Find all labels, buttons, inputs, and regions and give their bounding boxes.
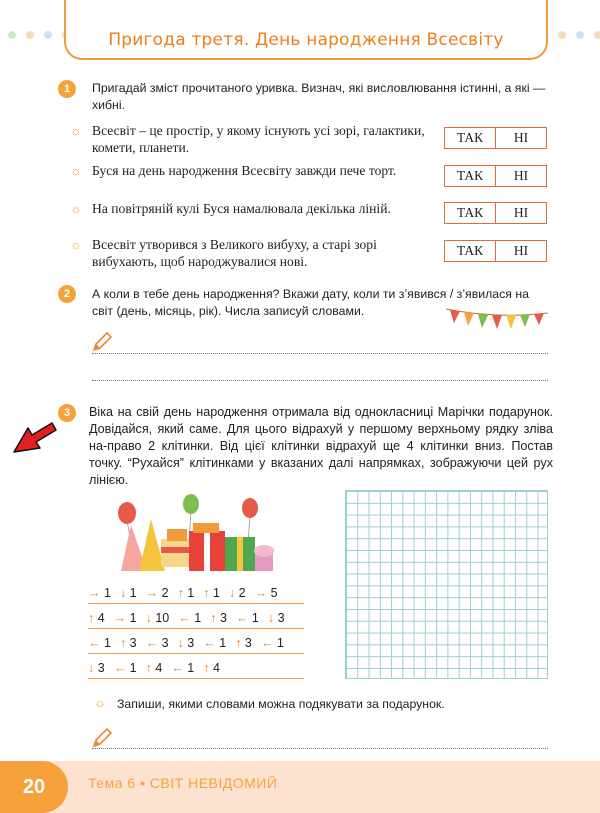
sun-bullet-icon: ☼ bbox=[70, 201, 82, 216]
birthday-gifts-illustration bbox=[103, 493, 281, 577]
direction-step bbox=[114, 661, 137, 675]
direction-step bbox=[120, 586, 137, 600]
sun-bullet-icon: ☼ bbox=[94, 695, 106, 710]
direction-arrow-icon: ↓ bbox=[119, 586, 127, 600]
statement-2 bbox=[70, 162, 432, 179]
direction-row bbox=[88, 658, 304, 678]
direction-arrow-icon: ↑ bbox=[119, 636, 127, 650]
statement-4-text: Всесвіт утворився з Великого вибуху, а старі зорі вибухають, щоб народжувалися нові. bbox=[92, 237, 377, 269]
direction-step bbox=[88, 611, 105, 625]
page-title-box bbox=[64, 0, 548, 60]
step-count: 4 bbox=[212, 661, 220, 675]
direction-arrow-icon: ↑ bbox=[145, 661, 152, 675]
direction-arrow-icon: ← bbox=[203, 636, 216, 650]
yes-option[interactable]: ТАК bbox=[445, 128, 496, 148]
step-count: 1 bbox=[212, 586, 220, 600]
statement-3-text: На повітряній кулі Буся намалювала декілька ліній. bbox=[92, 201, 391, 216]
step-count: 3 bbox=[161, 636, 169, 650]
task-1-number: 1 bbox=[58, 80, 76, 98]
sun-bullet-icon: ☼ bbox=[70, 123, 82, 138]
direction-arrow-icon: ↓ bbox=[267, 611, 275, 625]
step-count: 3 bbox=[219, 611, 227, 625]
direction-rule bbox=[88, 678, 304, 679]
direction-step bbox=[203, 586, 220, 600]
direction-arrow-icon: ↑ bbox=[88, 611, 95, 625]
direction-arrow-icon: ↑ bbox=[203, 661, 210, 675]
step-count: 1 bbox=[219, 636, 227, 650]
direction-step bbox=[146, 611, 170, 625]
direction-step bbox=[203, 661, 220, 675]
direction-arrow-icon: ← bbox=[260, 636, 274, 650]
direction-rule bbox=[88, 628, 304, 629]
step-count: 1 bbox=[103, 586, 111, 600]
direction-row bbox=[88, 583, 304, 603]
direction-arrow-icon: → bbox=[145, 586, 159, 600]
direction-row bbox=[88, 633, 304, 653]
answer-line-3[interactable] bbox=[92, 748, 548, 749]
direction-arrow-icon: ↓ bbox=[177, 636, 184, 650]
no-option[interactable]: НІ bbox=[513, 130, 529, 145]
direction-step bbox=[203, 636, 226, 650]
direction-step bbox=[178, 611, 201, 625]
statement-1-text: Всесвіт – це простір, у якому існують усі зорі, галактики, комети, планети. bbox=[92, 123, 425, 155]
direction-step bbox=[146, 636, 169, 650]
yes-option[interactable]: ТАК bbox=[445, 203, 496, 223]
direction-step bbox=[88, 661, 105, 675]
direction-arrow-icon: ← bbox=[145, 636, 159, 650]
pencil-icon bbox=[91, 331, 113, 353]
step-count: 3 bbox=[97, 661, 105, 675]
theme-label: Тема 6 • СВІТ НЕВІДОМИЙ bbox=[88, 775, 278, 791]
direction-step bbox=[255, 586, 278, 600]
direction-step bbox=[210, 611, 227, 625]
bunting-garland-icon bbox=[446, 305, 548, 337]
pencil-icon bbox=[91, 727, 113, 749]
drawing-grid[interactable] bbox=[345, 490, 548, 679]
step-count: 2 bbox=[238, 586, 246, 600]
no-option[interactable]: НІ bbox=[513, 243, 529, 258]
step-count: 1 bbox=[103, 636, 111, 650]
statement-2-text: Буся на день народження Всесвіту завжди пече торт. bbox=[92, 163, 397, 178]
direction-arrow-icon: ↑ bbox=[203, 586, 210, 600]
direction-step bbox=[261, 636, 284, 650]
answer-line-2[interactable] bbox=[92, 380, 548, 381]
red-arrow-pointer-icon bbox=[12, 418, 58, 458]
page-number: 20 bbox=[0, 761, 68, 813]
task-2-number: 2 bbox=[58, 285, 76, 303]
step-count: 1 bbox=[194, 611, 202, 625]
direction-arrow-icon: ↓ bbox=[228, 586, 236, 600]
step-count: 5 bbox=[270, 586, 278, 600]
direction-arrow-icon: ← bbox=[113, 661, 127, 675]
direction-step bbox=[88, 586, 111, 600]
direction-arrow-icon: ← bbox=[88, 636, 101, 650]
task-3-subtask: Запиши, якими словами можна подякувати за подарунок. bbox=[117, 697, 445, 711]
task-3-number: 3 bbox=[58, 404, 76, 422]
true-false-box-3[interactable] bbox=[444, 202, 547, 224]
direction-arrow-icon: ↑ bbox=[210, 611, 217, 625]
direction-step bbox=[268, 611, 285, 625]
answer-line-1[interactable] bbox=[92, 353, 548, 354]
direction-step bbox=[88, 636, 111, 650]
step-count: 3 bbox=[244, 636, 252, 650]
direction-arrow-icon: → bbox=[113, 611, 127, 625]
direction-arrow-icon: ↓ bbox=[88, 661, 95, 675]
direction-arrow-icon: ← bbox=[178, 611, 191, 625]
direction-arrow-icon: ↑ bbox=[177, 586, 184, 600]
direction-step bbox=[114, 611, 137, 625]
step-count: 1 bbox=[276, 636, 284, 650]
yes-option[interactable]: ТАК bbox=[445, 166, 496, 186]
yes-option[interactable]: ТАК bbox=[445, 241, 496, 261]
true-false-box-1[interactable] bbox=[444, 127, 547, 149]
sun-bullet-icon: ☼ bbox=[70, 163, 82, 178]
direction-row bbox=[88, 608, 304, 628]
direction-rule bbox=[88, 653, 304, 654]
statement-1 bbox=[70, 122, 432, 156]
direction-step bbox=[229, 586, 246, 600]
task-2-text: А коли в тебе день народження? Вкажи дату, коли ти з’явився / з’явилася на світ (день, місяць, рік). Числа записуй словами. bbox=[92, 287, 529, 318]
direction-arrow-icon: ↓ bbox=[145, 611, 152, 625]
direction-step bbox=[120, 636, 137, 650]
direction-rule bbox=[88, 603, 304, 604]
direction-step bbox=[236, 611, 259, 625]
direction-arrow-icon: → bbox=[254, 586, 268, 600]
direction-arrow-icon: ← bbox=[171, 661, 184, 675]
step-count: 1 bbox=[187, 586, 195, 600]
true-false-box-2[interactable] bbox=[444, 165, 547, 187]
no-option[interactable]: НІ bbox=[513, 168, 529, 183]
true-false-box-4[interactable] bbox=[444, 240, 547, 262]
direction-arrow-icon: → bbox=[88, 586, 101, 600]
step-count: 1 bbox=[187, 661, 195, 675]
page-title: Пригода третя. День народження Всесвіту bbox=[108, 30, 504, 50]
step-count: 4 bbox=[155, 661, 163, 675]
page-footer bbox=[0, 761, 600, 813]
statement-4 bbox=[70, 236, 432, 270]
step-count: 1 bbox=[251, 611, 259, 625]
step-count: 4 bbox=[97, 611, 105, 625]
direction-arrow-icon: ← bbox=[235, 611, 249, 625]
direction-step bbox=[235, 636, 252, 650]
step-count: 3 bbox=[129, 636, 137, 650]
sun-bullet-icon: ☼ bbox=[70, 237, 82, 252]
task-1-text: Пригадай зміст прочитаного уривка. Визнач, які висловлювання істинні, а які — хибні. bbox=[92, 81, 546, 112]
step-count: 2 bbox=[161, 586, 169, 600]
direction-step bbox=[146, 661, 163, 675]
direction-step bbox=[178, 636, 195, 650]
task-3-text: Віка на свій день народження отримала від однокласниці Марічки подарунок. Довідайся, який саме. Для цього відрахуй у першому верхньому рядку зліва на-право 2 клітинки. Від цієї клітинки відрахуй ще 4 клітинки вниз. Постав точку. “Рухайся” клітинками у вказаних далі напрямках, зображуючи цей рух лінією. bbox=[89, 405, 553, 487]
statement-3 bbox=[70, 200, 432, 217]
step-count: 3 bbox=[277, 611, 285, 625]
step-count: 3 bbox=[187, 636, 195, 650]
direction-step bbox=[146, 586, 169, 600]
step-count: 10 bbox=[155, 611, 170, 625]
no-option[interactable]: НІ bbox=[513, 205, 529, 220]
direction-arrow-icon: ↑ bbox=[235, 636, 242, 650]
direction-step bbox=[171, 661, 194, 675]
step-count: 1 bbox=[129, 661, 137, 675]
step-count: 1 bbox=[129, 611, 137, 625]
direction-step bbox=[178, 586, 195, 600]
step-count: 1 bbox=[129, 586, 137, 600]
